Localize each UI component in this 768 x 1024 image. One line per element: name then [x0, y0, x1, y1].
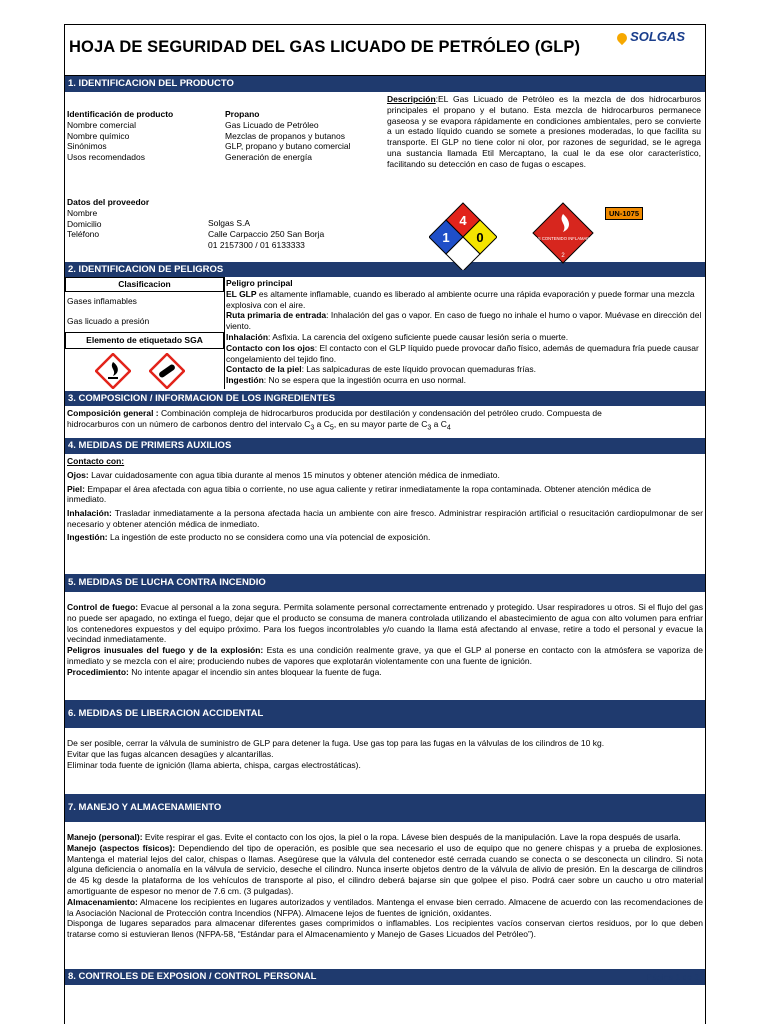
classification-pressure: Gas licuado a presión [67, 316, 150, 326]
product-name: Propano [225, 109, 260, 119]
product-description [387, 94, 701, 170]
identification-labels [67, 109, 217, 163]
placard-text: GAS CONTENIDO INFLAMABLE [532, 236, 594, 241]
handling-block [65, 822, 705, 969]
nfpa-fire-value: 4 [459, 213, 467, 228]
page-title: HOJA DE SEGURIDAD DEL GAS LICUADO DE PETRÓLEO (GLP) [69, 38, 581, 56]
section-header-hazards: 2. IDENTIFICACION DE PELIGROS [65, 262, 705, 277]
section-header-exposure [65, 969, 705, 985]
handling-storage: Almacenamiento: Almacene los recipientes en lugares autorizados y ventilados. Mantenga el envase bien cerrado. Almacene de acuerdo con las recomendaciones de la Asociación Nacional de Protección contra Incendios (NFPA). Almacene lejos de fuentes de ignición, oxidantes. [67, 896, 703, 918]
supplier-name: Solgas S.A [208, 218, 251, 228]
label-synonyms: Sinónimos [67, 141, 107, 152]
hazard-item: EL GLP es altamente inflamable, cuando es liberado al ambiente ocurre una rápida evaporación y puede formar una mezcla explosiva con el aire. [226, 288, 695, 310]
value-synonyms: GLP, propano y butano comercial [225, 141, 351, 152]
first-aid-eyes: Ojos: Lavar cuidadosamente con agua tibia durante al menos 15 minutos y obtener atención médica de inmediato. [67, 469, 500, 480]
first-aid-skin: Piel: Empapar el área afectada con agua tibia o corriente, no use agua caliente y retirar inmediatamente la ropa contaminada. Obtener atención médica de [67, 483, 652, 494]
label-uses: Usos recomendados [67, 152, 145, 163]
identification-values [225, 109, 385, 163]
logo-text: SOLGAS [630, 29, 685, 44]
column-divider [224, 277, 225, 389]
description-label: Descripción [387, 94, 436, 104]
section-title-exposure: 8. CONTROLES DE EXPOSION / CONTROL PERSONAL [68, 971, 317, 982]
hazard-item: Contacto de la piel: Las salpicaduras de este líquido provocan quemaduras frías. [226, 364, 536, 375]
fire-unusual-hazards: Peligros inusuales del fuego y de la explosión: Esta es una condición realmente grave, ya que el GLP al ponerse en contacto con la atmósfera se vaporiza de inmediato y se mezcla con el aire; produciendo nubes de vapores que explotarán violentamente con una fuente de ignición. [67, 645, 703, 666]
section-header-composition: 3. COMPOSICION / INFORMACION DE LOS INGREDIENTES [65, 391, 705, 406]
label-address: Domicilio [67, 218, 102, 229]
firefighting-block [65, 592, 705, 700]
release-block [65, 728, 705, 794]
flame-icon [95, 353, 131, 389]
section-header-first-aid: 4. MEDIDAS DE PRIMERS AUXILIOS [65, 438, 705, 454]
supplier-phone: 01 2157300 / 01 6133333 [208, 239, 305, 250]
label-supplier-name: Nombre [67, 207, 98, 218]
contact-heading: Contacto con: [67, 456, 125, 466]
section-header-handling: 7. MANEJO Y ALMACENAMIENTO [65, 794, 705, 822]
nfpa-diamond-icon [429, 202, 497, 270]
hazards-block [65, 277, 705, 389]
safety-data-sheet [64, 24, 706, 1024]
supplier-labels [67, 197, 217, 240]
identification-block [65, 92, 705, 262]
first-aid-inhalation: Inhalación: Trasladar inmediatamente a la persona afectada hacia un ambiente con aire fresco. Administrar respiración artificial o resucitación cardiopulmonar de ser necesario y obtener atención médica de inmediato. [67, 508, 703, 529]
hazard-item: Contacto con los ojos: El contacto con el GLP líquido puede provocar daño físico, además de quemadura fría puede causar congelamiento del tejido fino. [226, 342, 699, 364]
description-text: :EL Gas Licuado de Petróleo es la mezcla de dos hidrocarburos principales el propano y el butano. Esta mezcla de hidrocarburos permanece gaseosa y se evapora rápidamente en condiciones ambientales, pero se convierte a un estado líquido cuando se somete a presiones moderadas, lo que facilita su transporte. El GLP no tiene color ni olor, por razones de seguridad, se le agrega una sustancia llamada Etil Mercaptano, la cual le da ese olor característico, facilitando su detección en caso de fugas o escapes. [387, 94, 701, 169]
classification-gases: Gases inflamables [67, 296, 137, 306]
placard-class: 2 [561, 253, 565, 259]
release-line-2: Evitar que las fugas alcancen desagües y alcantarillas. [67, 748, 274, 759]
supplier-values [208, 218, 388, 250]
value-commercial-name: Gas Licuado de Petróleo [225, 119, 319, 130]
section-header-identification: 1. IDENTIFICACION DEL PRODUCTO [65, 76, 705, 92]
fire-control: Control de fuego: Evacue al personal a la zona segura. Permita solamente personal correctamente entrenado y protegido. Usar respiradores u otros. Si el flujo del gas no puede ser apagado, no extinga el fuego, dejar que el producto se consuma de manera controlada utilizando el abastecimiento de agua con alto volumen para enfriar los contenedores expuestos y del equipo próximo. Para los fuegos incontrolables y/o cuando la llama está afectando al envase, retire a todo el personal y evacue la vecindad inmediatamente. [67, 602, 703, 645]
nfpa-reactivity-value: 0 [476, 230, 484, 245]
section-header-release: 6. MEDIDAS DE LIBERACION ACCIDENTAL [65, 700, 705, 728]
handling-physical: Manejo (aspectos físicos): Dependiendo del tipo de operación, es posible que sea necesario el uso de equipo que no genere chispas y a prueba de explosiones. Mantenga el material lejos del calor, chispas o llamas. Asegúrese que la válvula del contenedor esté cerrada cuando se conecta o se desconecta un cilindro. Si nota alguna deficiencia o anomalía en la válvula de servicio, deseche el cilindro. Nunca inserte objetos dentro de la válvula de alivio de presión. En la descarga de cilindros de 45 kg desde la plataforma de los vehículos de transporte al piso, el cilindro deberá bajarse sin que golpee el piso. Podrá caer sobre un caucho u otro material amortiguante de espesor no menor de 7.6 cm. (3 pulgadas). [67, 842, 703, 896]
composition-line-2: hidrocarburos con un número de carbonos dentro del intervalo $C_3$ a $C_5$, en su mayor parte de $C_3$ a $C_4$ [67, 418, 451, 432]
handling-storage-2: Disponga de lugares separados para almacenar diferentes gases comprimidos o inflamables. Los recipientes vacíos conservan ciertos residuos, por lo que deben tratarse como si estuvieran llenos (NFPA-58, “Estándar para el Almacenamiento y Manejo de Gases Licuados del Petróleo”). [67, 918, 703, 940]
supplier-heading: Datos del proveedor [67, 197, 150, 207]
hazard-item: Ruta primaria de entrada: Inhalación del gas o vapor. En caso de fuego no inhale el humo o vapor. Muévase en dirección del viento. [226, 310, 702, 332]
value-chemical-name: Mezclas de propanos y butanos [225, 130, 346, 141]
release-line-3: Eliminar toda fuente de ignición (llama abierta, chispa, cargas electrostáticas). [67, 759, 361, 770]
gas-cylinder-icon [149, 353, 185, 389]
value-uses: Generación de energía [225, 152, 312, 163]
composition-block [65, 406, 705, 438]
first-aid-ingestion: Ingestión: La ingestión de este producto no se considera como una vía potencial de exposición. [67, 531, 431, 542]
hazard-item: Ingestión: No se espera que la ingestión ocurra en uso normal. [226, 375, 467, 386]
release-line-1: De ser posible, cerrar la válvula de suministro de GLP para detener la fuga. Use gas top para las fugas en la válvulas de los cilindros de 10 kg. [67, 738, 605, 748]
label-chemical-name: Nombre químico [67, 130, 130, 141]
label-elements-header: Elemento de etiquetado SGA [65, 332, 224, 349]
fire-procedure: Procedimiento: No intente apagar el incendio sin antes bloquear la fuente de fuga. [67, 666, 382, 677]
first-aid-block [65, 454, 705, 574]
label-commercial-name: Nombre comercial [67, 119, 136, 130]
un-number-plate: UN-1075 [605, 207, 643, 220]
flammable-gas-placard-icon [532, 202, 594, 264]
page-number: Página 1 de 3 [646, 972, 699, 982]
nfpa-health-value: 1 [442, 230, 450, 245]
composition-line-1: Composición general : Combinación compleja de hidrocarburos producida por destilación y condensación del petróleo crudo. Compuesta de [67, 408, 602, 418]
label-phone: Teléfono [67, 229, 100, 240]
header [65, 24, 705, 76]
main-hazard-header: Peligro principal [226, 278, 293, 288]
first-aid-skin-2: inmediato. [67, 494, 107, 505]
solgas-logo [617, 29, 685, 44]
supplier-address: Calle Carpaccio 250 San Borja [208, 228, 325, 239]
hazard-item: Inhalación: Asfixia. La carencia del oxígeno suficiente puede causar lesión seria o muerte. [226, 331, 569, 342]
identification-heading: Identificación de producto [67, 109, 174, 119]
section-header-firefighting: 5. MEDIDAS DE LUCHA CONTRA INCENDIO [65, 574, 705, 592]
handling-personal: Manejo (personal): Evite respirar el gas. Evite el contacto con los ojos, la piel o la ropa. Lávese bien después de la manipulación. Lave la ropa después de usarla. [67, 832, 681, 842]
classification-header: Clasificacion [65, 277, 224, 292]
main-hazards [226, 278, 702, 386]
flame-logo-icon [615, 30, 629, 44]
